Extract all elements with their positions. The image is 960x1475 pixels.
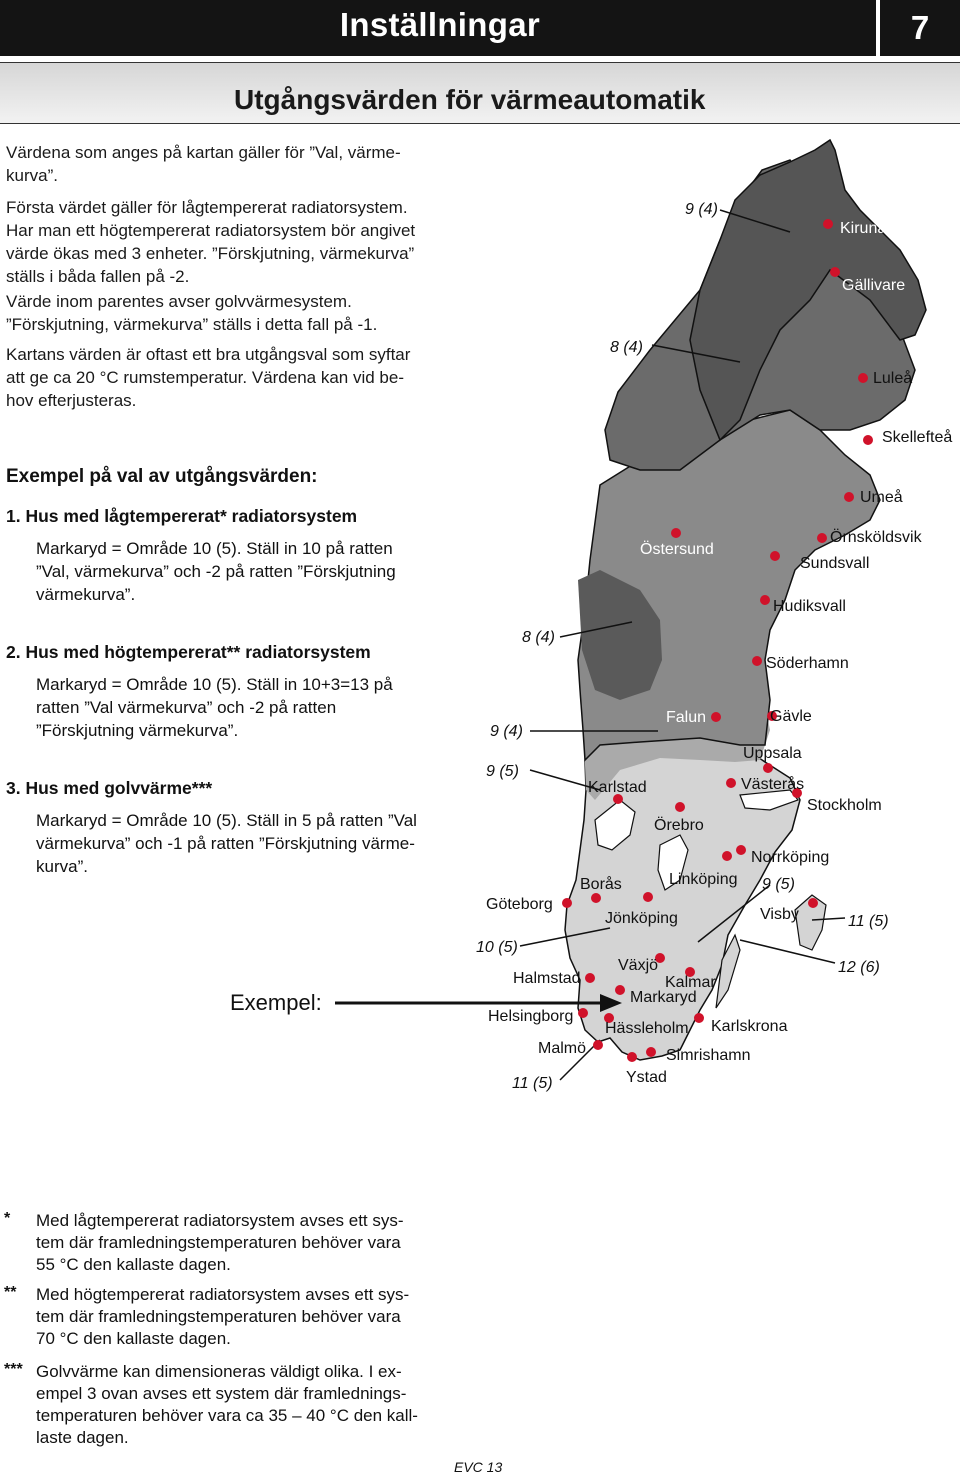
- city-dot: [830, 267, 840, 277]
- intro-paragraph-3: Värde inom parentes avser golvvärmesystem. ”Förskjutning, värmekurva” ställs i detta fall på -1.: [6, 292, 378, 334]
- city-dot: [671, 528, 681, 538]
- city-label: Söderhamn: [766, 655, 849, 672]
- city-label: Luleå: [873, 370, 913, 387]
- city-label: Kiruna: [840, 220, 887, 237]
- zone-label: 9 (5): [762, 876, 795, 893]
- city-label: Stockholm: [807, 797, 882, 814]
- city-dot: [578, 1008, 588, 1018]
- city-label: Sundsvall: [800, 555, 870, 572]
- zone-label: 9 (5): [486, 763, 519, 780]
- city-dot: [593, 1040, 603, 1050]
- footer-code: EVC 13: [454, 1459, 503, 1475]
- intro-paragraph-2: Första värdet gäller för lågtempererat radiatorsystem. Har man ett högtempererat radiatorsystem bör angivet värde ökas med 3 enheter. ”Förskjutning, värmekurva” ställs i båda fallen på -2.: [6, 198, 416, 286]
- example-2-title: 2. Hus med högtempererat** radiatorsystem: [6, 642, 371, 662]
- leader-12-6: [740, 940, 835, 963]
- city-dot: [760, 595, 770, 605]
- footnote-2-text: Med högtempererat radiatorsystem avses ett sys- tem där framledningstemperaturen behöver vara 70 °C den kallaste dagen.: [36, 1285, 410, 1348]
- example-3-title: 3. Hus med golvvärme***: [6, 778, 213, 798]
- city-label: Göteborg: [486, 896, 553, 913]
- city-label: Västerås: [741, 776, 805, 793]
- city-dot: [858, 373, 868, 383]
- city-dot: [562, 898, 572, 908]
- city-label: Visby: [760, 906, 799, 923]
- zone-label: 11 (5): [848, 913, 889, 930]
- city-dot: [722, 851, 732, 861]
- city-label: Örebro: [654, 817, 704, 834]
- city-dot: [591, 893, 601, 903]
- city-dot: [627, 1052, 637, 1062]
- zone-label: 10 (5): [476, 939, 518, 956]
- city-label: Örnsköldsvik: [830, 529, 922, 546]
- city-dot: [844, 492, 854, 502]
- example-1-title: 1. Hus med lågtempererat* radiatorsystem: [6, 506, 358, 526]
- city-label: Gävle: [770, 708, 812, 725]
- zone-label: 12 (6): [838, 959, 880, 976]
- city-label: Hudiksvall: [773, 598, 846, 615]
- city-dot: [808, 898, 818, 908]
- city-label: Karlskrona: [711, 1018, 788, 1035]
- city-dot: [711, 712, 721, 722]
- city-dot: [615, 985, 625, 995]
- footnote-1-text: Med lågtempererat radiatorsystem avses ett sys- tem där framledningstemperaturen behöver vara 55 °C den kallaste dagen.: [36, 1211, 404, 1274]
- intro-paragraph-4: Kartans värden är oftast ett bra utgångsval som syftar att ge ca 20 °C rumstemperatur. Värdena kan vid be- hov efterjusteras.: [6, 345, 411, 410]
- footnote-3-mark: ***: [4, 1361, 23, 1378]
- city-label: Hässleholm: [605, 1020, 689, 1037]
- city-label: Umeå: [860, 489, 903, 506]
- city-label: Kalmar: [665, 974, 716, 991]
- zone-label: 8 (4): [610, 339, 643, 356]
- city-dot: [646, 1047, 656, 1057]
- example-2-body: Markaryd = Område 10 (5). Ställ in 10+3=13 på ratten ”Val värmekurva” och -2 på ratten ”Förskjutning värmekurva”.: [36, 675, 393, 740]
- city-label: Simrishamn: [666, 1047, 751, 1064]
- city-dot: [726, 778, 736, 788]
- city-label: Markaryd: [630, 989, 697, 1006]
- city-label: Linköping: [669, 871, 738, 888]
- city-label: Ystad: [626, 1069, 667, 1086]
- city-label: Växjö: [618, 957, 659, 974]
- city-dot: [763, 763, 773, 773]
- city-dot: [694, 1013, 704, 1023]
- city-dot: [863, 435, 873, 445]
- city-label: Borås: [580, 876, 622, 893]
- footnote-2-mark: **: [4, 1284, 17, 1301]
- city-dot: [752, 656, 762, 666]
- section-title: Inställningar: [339, 6, 540, 43]
- city-label: Norrköping: [751, 849, 830, 866]
- example-1-body: Markaryd = Område 10 (5). Ställ in 10 på ratten ”Val, värmekurva” och -2 på ratten ”Förskjutning värmekurva”.: [36, 539, 396, 604]
- city-label: Helsingborg: [488, 1008, 574, 1025]
- city-label: Falun: [666, 709, 707, 726]
- city-label: Jönköping: [605, 910, 678, 927]
- footnote-3-text: Golvvärme kan dimensioneras väldigt olika. I ex- empel 3 ovan avses ett system där framlednings- temperaturen behöver vara ca 35 – 40 °C den kall- laste dagen.: [36, 1362, 418, 1447]
- city-label: Gällivare: [842, 277, 906, 294]
- page-number: 7: [880, 0, 960, 56]
- city-label: Skellefteå: [882, 429, 953, 446]
- example-label: Exempel:: [230, 990, 322, 1015]
- zone-label: 9 (4): [490, 723, 523, 740]
- city-label: Halmstad: [513, 970, 581, 987]
- city-dot: [770, 551, 780, 561]
- examples-heading: Exempel på val av utgångsvärden:: [6, 466, 318, 487]
- zone-label: 11 (5): [512, 1075, 553, 1092]
- city-dot: [585, 973, 595, 983]
- city-label: Östersund: [640, 541, 714, 558]
- city-dot: [823, 219, 833, 229]
- zone-label: 8 (4): [522, 629, 555, 646]
- city-dot: [675, 802, 685, 812]
- example-3-body: Markaryd = Område 10 (5). Ställ in 5 på ratten ”Val värmekurva” och -1 på ratten ”Förskjutning värme- kurva”.: [36, 811, 417, 876]
- city-dot: [643, 892, 653, 902]
- city-label: Malmö: [538, 1040, 587, 1057]
- intro-paragraph-1: Värdena som anges på kartan gäller för ”Val, värme- kurva”.: [6, 143, 401, 185]
- zone-label: 9 (4): [685, 201, 718, 218]
- footnote-1-mark: *: [4, 1210, 11, 1227]
- city-label: Karlstad: [588, 779, 647, 796]
- city-dot: [736, 845, 746, 855]
- city-label: Uppsala: [743, 745, 802, 762]
- city-dot: [817, 533, 827, 543]
